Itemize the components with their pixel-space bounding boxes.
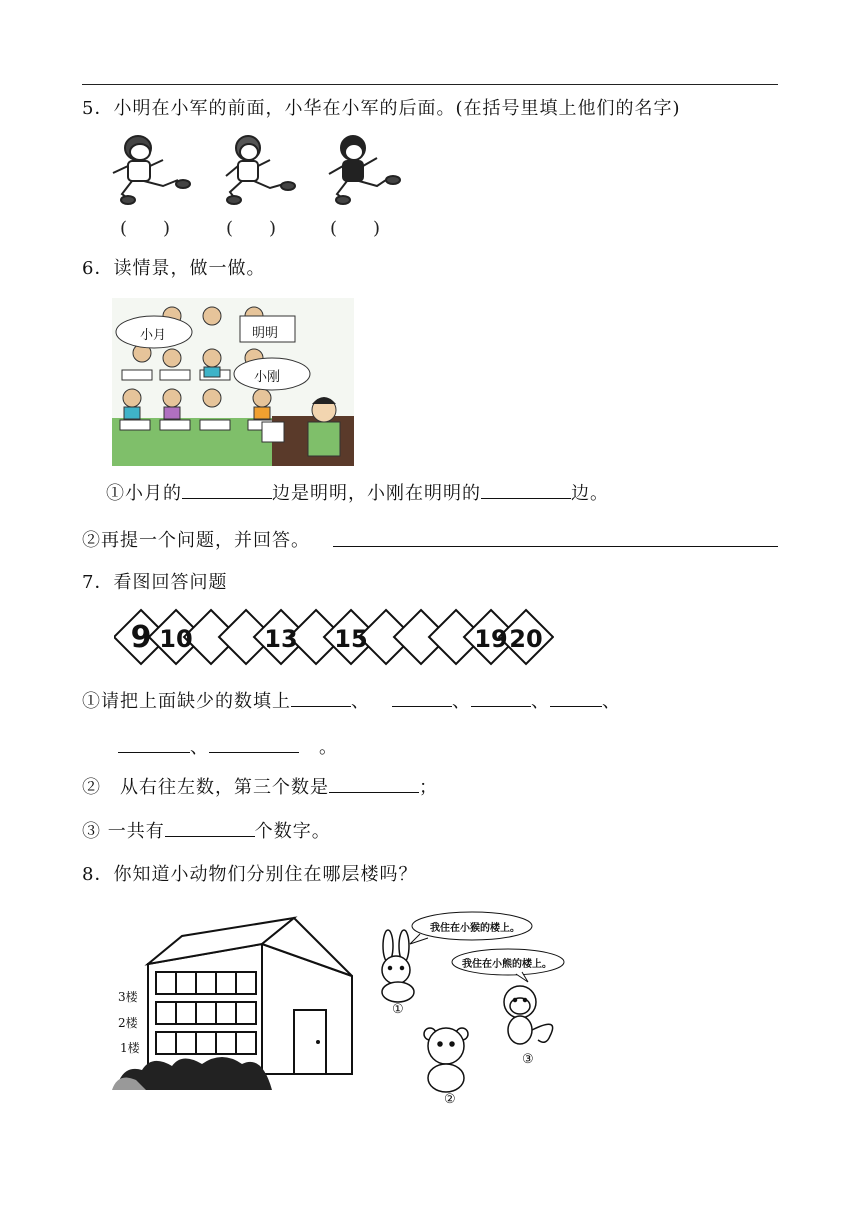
separator: 、: [190, 737, 209, 758]
q7-part1-label: ①请把上面缺少的数填上: [82, 691, 291, 712]
monkey-icon: [504, 986, 553, 1044]
q7-blank-1[interactable]: [291, 690, 351, 707]
sequence-number: 20: [509, 625, 543, 653]
separator: 、: [351, 691, 370, 712]
q7-part3-end: 个数字。: [254, 821, 331, 842]
top-rule: [82, 84, 778, 85]
question-6-title: 6．读情景，做一做。: [82, 258, 266, 279]
q6-part-2: ②再提一个问题，并回答。: [82, 530, 310, 551]
separator: 、: [452, 691, 471, 712]
bear-icon: [424, 1028, 468, 1092]
building-illustration: [112, 914, 358, 1090]
sequence-number: 9: [130, 620, 152, 655]
separator: 、: [531, 691, 550, 712]
bubble-xiaogang: 小刚: [254, 370, 281, 385]
rabbit-speech: 我住在小猴的楼上。: [430, 923, 520, 934]
answer-paren-2[interactable]: ( ): [226, 218, 277, 239]
q7-part-1-continued: [118, 736, 338, 759]
separator: 、: [602, 691, 621, 712]
q6-part1-text-b: 边是明明，小刚在明明的: [272, 483, 481, 504]
classroom-illustration: [112, 298, 354, 466]
floor-label-3: 3楼: [118, 990, 138, 1004]
runner-2: [226, 136, 295, 204]
q7-blank-5[interactable]: [118, 736, 190, 753]
q7-part-2: [82, 776, 438, 799]
q6-part-1: [106, 482, 609, 505]
q6-part1-text-c: 边。: [571, 483, 609, 504]
q6-answer-line[interactable]: [333, 546, 778, 547]
bubble-mingming: 明明: [252, 326, 279, 341]
question-5-title: 5．小明在小军的前面，小华在小军的后面。(在括号里填上他们的名字): [82, 98, 681, 119]
label-rabbit: ①: [392, 1002, 404, 1017]
answer-paren-3[interactable]: ( ): [330, 218, 381, 239]
q7-blank-7[interactable]: [329, 776, 419, 793]
animals-illustration: [370, 906, 570, 1106]
q7-blank-2[interactable]: [392, 690, 452, 707]
answer-paren-1[interactable]: ( ): [120, 218, 171, 239]
rabbit-icon: [382, 930, 414, 1002]
q7-blank-8[interactable]: [165, 820, 255, 837]
q7-blank-3[interactable]: [471, 690, 531, 707]
q7-part3-label: ③ 一共有: [82, 821, 165, 842]
q7-blank-4[interactable]: [550, 690, 602, 707]
floor-label-1: 1楼: [120, 1041, 140, 1055]
floor-label-2: 2楼: [118, 1016, 138, 1030]
label-bear: ②: [444, 1092, 456, 1107]
number-diamond-sequence: [114, 606, 554, 668]
period: 。: [319, 737, 338, 758]
bubble-xiaoyue: 小月: [140, 328, 167, 343]
q6-part1-text-a: ①小月的: [106, 483, 182, 504]
sequence-number: 19: [474, 625, 508, 653]
runner-3: [329, 136, 400, 204]
q6-blank-1[interactable]: [182, 482, 272, 499]
sequence-number: 15: [334, 625, 368, 653]
monkey-speech: 我住在小熊的楼上。: [462, 959, 552, 970]
sequence-number: 13: [264, 625, 298, 653]
question-8-title: 8．你知道小动物们分别住在哪层楼吗？: [82, 864, 418, 885]
q7-part-1: [82, 690, 621, 713]
q6-blank-2[interactable]: [481, 482, 571, 499]
semicolon: ；: [419, 777, 438, 798]
question-7-title: 7．看图回答问题: [82, 572, 228, 593]
label-monkey: ③: [522, 1052, 534, 1067]
runner-1: [113, 136, 190, 204]
sequence-number: 10: [159, 625, 193, 653]
q7-part2-label: ② 从右往左数，第三个数是: [82, 777, 329, 798]
q7-part-3: [82, 820, 331, 843]
runners-illustration: [108, 128, 408, 212]
q7-blank-6[interactable]: [209, 736, 299, 753]
